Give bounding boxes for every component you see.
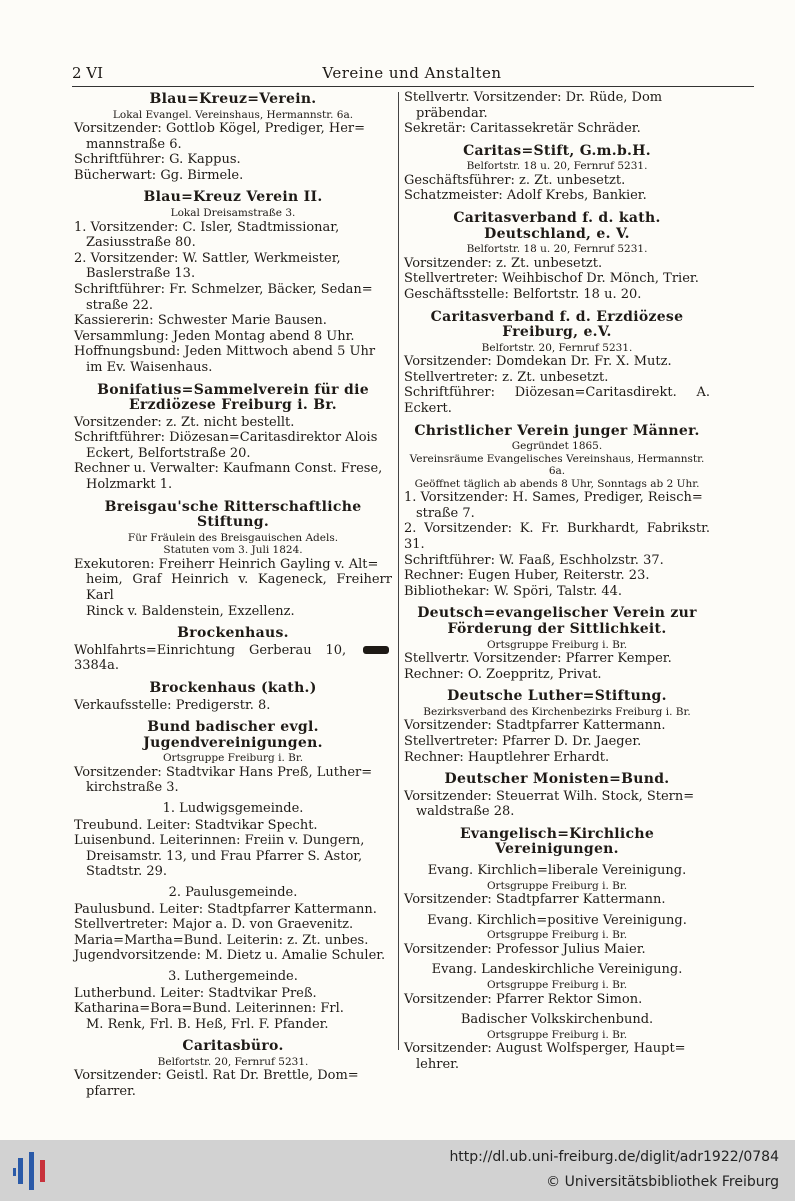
entry-line: Exekutoren: Freiherr Heinrich Gayling v. Alt= — [74, 556, 379, 572]
entry-line: Jugendvorsitzende: M. Dietz u. Amalie Schuler. — [74, 948, 386, 964]
entry-line: 1. Vorsitzender: H. Sames, Prediger, Reisch= — [404, 490, 703, 506]
entry-title: Bund badischer evgl. Jugendvereinigungen. — [143, 719, 323, 751]
entry-line: im Ev. Waisenhaus. — [86, 359, 213, 375]
entry-line: lehrer. — [416, 1056, 460, 1072]
entry-caritasbuero — [74, 1039, 392, 1099]
entry-subtitle: Ortsgruppe Freiburg i. Br. — [486, 979, 628, 992]
entry-title: Blau=Kreuz=Verein. — [149, 91, 317, 107]
column-divider — [398, 92, 399, 1050]
entry-line: Vorsitzender: z. Zt. unbesetzt. — [404, 255, 603, 271]
page-number: 2 VI — [72, 64, 104, 82]
right-column — [404, 90, 710, 1079]
library-logo-icon — [12, 1150, 52, 1192]
entry-line — [74, 643, 392, 674]
entry-line: Baslerstraße 13. — [86, 266, 196, 282]
entry-subtitle: Ortsgruppe Freiburg i. Br. — [486, 879, 628, 892]
entry-line-text: Wohlfahrts=Einrichtung Gerberau 10, — [74, 642, 347, 658]
entry-line: straße 7. — [416, 505, 475, 521]
entry-subtitle: Gegründet 1865. — [511, 440, 603, 453]
entry-cvjm — [404, 424, 710, 600]
entry-title: Breisgau'sche Ritterschaftliche Stiftung. — [104, 498, 362, 531]
copyright-notice: © Universitätsbibliothek Freiburg — [546, 1174, 779, 1190]
entry-line: Rechner: Hauptlehrer Erhardt. — [404, 749, 610, 765]
section-heading: Badischer Volkskirchenbund. — [460, 1012, 654, 1028]
entry-line: Schriftführer: W. Faaß, Eschholzstr. 37. — [404, 552, 664, 568]
entry-line: M. Renk, Frl. B. Heß, Frl. F. Pfander. — [86, 1016, 329, 1032]
entry-line: Vorsitzender: Steuerrat Wilh. Stock, Stern= — [404, 788, 695, 804]
telephone-icon — [363, 646, 389, 654]
entry-line: Verkaufsstelle: Predigerstr. 8. — [74, 697, 271, 713]
entry-line: Stellvertreter: z. Zt. unbesetzt. — [404, 369, 609, 385]
entry-sittlichkeit — [404, 606, 710, 682]
entry-line: Vorsitzender: Domdekan Dr. Fr. X. Mutz. — [404, 354, 672, 370]
entry-line: Stellvertreter: Pfarrer D. Dr. Jaeger. — [404, 733, 642, 749]
entry-line: Paulusbund. Leiter: Stadtpfarrer Kattermann. — [74, 901, 377, 917]
entry-bonifatius-sammelverein — [74, 383, 392, 493]
entry-subtitle: Ortsgruppe Freiburg i. Br. — [486, 1028, 628, 1041]
entry-line: Rinck v. Baldenstein, Exzellenz. — [86, 603, 295, 619]
section-heading: Evang. Landeskirchliche Vereinigung. — [431, 962, 683, 978]
entry-caritasbuero-cont — [404, 90, 710, 137]
entry-line: Schriftführer: G. Kappus. — [74, 152, 241, 168]
entry-line: Vorsitzender: Pfarrer Rektor Simon. — [404, 991, 643, 1007]
entry-line: straße 22. — [86, 297, 154, 313]
entry-title: Deutscher Monisten=Bund. — [444, 771, 670, 788]
entry-line: Eckert, Belfortstraße 20. — [86, 445, 251, 461]
section-heading: Evang. Kirchlich=liberale Vereinigung. — [427, 863, 687, 879]
entry-line: mannstraße 6. — [86, 136, 182, 152]
entry-line: Vorsitzender: Gottlob Kögel, Prediger, Her= — [74, 121, 366, 137]
entry-breisgausche-stiftung — [74, 500, 392, 620]
entry-line: Bibliothekar: W. Spöri, Talstr. 44. — [404, 583, 623, 599]
entry-brockenhaus — [74, 626, 392, 674]
entry-line: Stellvertreter: Weihbischof Dr. Mönch, Trier. — [404, 271, 699, 287]
entry-bund-badischer-jugend — [74, 720, 392, 1032]
entry-subtitle: Vereinsräume Evangelisches Vereinshaus, Hermannstr. 6a. — [409, 452, 705, 478]
entry-line: heim, Graf Heinrich v. Kageneck, Freiherr Karl — [86, 572, 392, 604]
entry-title: Caritasbüro. — [182, 1038, 284, 1055]
entry-line: Treubund. Leiter: Stadtvikar Specht. — [74, 817, 318, 833]
entry-line: 1. Vorsitzender: C. Isler, Stadtmissionar, — [74, 219, 340, 235]
entry-line: Zasiusstraße 80. — [86, 235, 196, 251]
entry-brockenhaus-kath — [74, 681, 392, 713]
entry-line: Geschäftsführer: z. Zt. unbesetzt. — [404, 172, 626, 188]
entry-subtitle: Bezirksverband des Kirchenbezirks Freiburg i. Br. — [423, 705, 691, 718]
entry-monisten-bund — [404, 772, 710, 820]
entry-evangelisch-kirchliche — [404, 827, 710, 1073]
entry-line: Schriftführer: Diözesan=Caritasdirektor Alois — [74, 430, 378, 446]
entry-line: Rechner u. Verwalter: Kaufmann Const. Frese, — [74, 461, 383, 477]
entry-line: Versammlung: Jeden Montag abend 8 Uhr. — [74, 328, 355, 344]
entry-subtitle: Ortsgruppe Freiburg i. Br. — [486, 929, 628, 942]
running-header — [72, 64, 752, 86]
entry-line: 2. Vorsitzender: K. Fr. Burkhardt, Fabrikstr. 31. — [404, 521, 710, 552]
entry-line: waldstraße 28. — [416, 804, 515, 820]
section-heading: 2. Paulusgemeinde. — [168, 885, 298, 901]
entry-line: Vorsitzender: Stadtpfarrer Kattermann. — [404, 718, 666, 734]
header-rule — [72, 86, 754, 87]
entry-line: Kassiererin: Schwester Marie Bausen. — [74, 313, 327, 329]
entry-subtitle: Belfortstr. 20, Fernruf 5231. — [481, 341, 633, 354]
entry-title: Bonifatius=Sammelverein für die Erzdiözese Freiburg i. Br. — [97, 381, 369, 414]
entry-line: Bücherwart: Gg. Birmele. — [74, 167, 244, 183]
entry-line: pfarrer. — [86, 1084, 136, 1100]
entry-title: Brockenhaus. — [177, 625, 289, 642]
entry-blau-kreuz-verein-2 — [74, 190, 392, 375]
entry-line: Luisenbund. Leiterinnen: Freiin v. Dungern, — [74, 833, 365, 849]
entry-line: Lutherbund. Leiter: Stadtvikar Preß. — [74, 985, 317, 1001]
entry-subtitle: Ortsgruppe Freiburg i. Br. — [162, 752, 304, 765]
entry-line: 2. Vorsitzender: W. Sattler, Werkmeister, — [74, 250, 341, 266]
entry-line: Sekretär: Caritassekretär Schräder. — [404, 121, 641, 137]
document-url-link[interactable]: http://dl.ub.uni-freiburg.de/diglit/adr1922/0784 — [449, 1149, 779, 1165]
entry-subtitle: Statuten vom 3. Juli 1824. — [163, 544, 303, 557]
entry-title: Blau=Kreuz Verein II. — [143, 189, 323, 206]
entry-caritasverband-deutschland — [404, 211, 710, 302]
entry-subtitle: Belfortstr. 18 u. 20, Fernruf 5231. — [466, 243, 648, 256]
entry-line: Vorsitzender: Stadtvikar Hans Preß, Luther= — [74, 764, 373, 780]
entry-title: Deutsch=evangelischer Verein zur Förderung der Sittlichkeit. — [417, 605, 697, 637]
section-heading: 3. Luthergemeinde. — [168, 969, 298, 984]
entry-title: Christlicher Verein junger Männer. — [414, 422, 700, 439]
entry-line: Vorsitzender: Stadtpfarrer Kattermann. — [404, 892, 666, 908]
viewer-footer — [0, 1140, 795, 1201]
entry-caritasverband-freiburg — [404, 310, 710, 417]
entry-subtitle: Belfortstr. 20, Fernruf 5231. — [157, 1055, 309, 1068]
entry-line: Schriftführer: Fr. Schmelzer, Bäcker, Sedan= — [74, 281, 373, 297]
entry-subtitle: Belfortstr. 18 u. 20, Fernruf 5231. — [466, 160, 648, 173]
running-title: Vereine und Anstalten — [322, 64, 502, 82]
entry-title: Caritas=Stift, G.m.b.H. — [463, 142, 651, 159]
entry-line: Katharina=Bora=Bund. Leiterinnen: Frl. — [74, 1001, 344, 1017]
entry-title: Brockenhaus (kath.) — [149, 680, 317, 696]
entry-title: Deutsche Luther=Stiftung. — [447, 688, 667, 705]
entry-subtitle: Für Fräulein des Breisgauischen Adels. — [127, 531, 339, 544]
entry-line: Vorsitzender: August Wolfsperger, Haupt= — [404, 1041, 686, 1057]
entry-line: Rechner: O. Zoeppritz, Privat. — [404, 666, 602, 682]
entry-line: Stellvertreter: Major a. D. von Graevenitz. — [74, 917, 354, 933]
entry-line: kirchstraße 3. — [86, 780, 179, 796]
entry-luther-stiftung — [404, 689, 710, 765]
entry-subtitle: Lokal Dreisamstraße 3. — [170, 207, 296, 220]
entry-line: Hoffnungsbund: Jeden Mittwoch abend 5 Uhr — [74, 344, 376, 360]
section-heading: Evang. Kirchlich=positive Vereinigung. — [427, 912, 687, 928]
entry-subtitle: Lokal Evangel. Vereinshaus, Hermannstr. 6a. — [112, 108, 354, 121]
section-heading: 1. Ludwigsgemeinde. — [162, 801, 304, 817]
entry-line: Geschäftsstelle: Belfortstr. 18 u. 20. — [404, 286, 642, 302]
entry-line: Maria=Martha=Bund. Leiterin: z. Zt. unbes. — [74, 932, 369, 948]
entry-line: Stadtstr. 29. — [86, 864, 168, 880]
phone-number: 3384a. — [74, 658, 119, 674]
entry-line: Stellvertr. Vorsitzender: Dr. Rüde, Dom — [404, 90, 663, 105]
entry-title: Evangelisch=Kirchliche Vereinigungen. — [459, 825, 655, 858]
entry-caritas-stift — [404, 144, 710, 204]
entry-line: Vorsitzender: Geistl. Rat Dr. Brettle, Dom= — [74, 1068, 359, 1084]
entry-line: präbendar. — [416, 105, 488, 121]
entry-line: Dreisamstr. 13, und Frau Pfarrer S. Astor, — [86, 848, 363, 864]
entry-line: Schatzmeister: Adolf Krebs, Bankier. — [404, 188, 647, 204]
entry-line: Schriftführer: Diözesan=Caritasdirekt. A. Eckert. — [404, 385, 710, 416]
entry-line: Stellvertr. Vorsitzender: Pfarrer Kemper. — [404, 651, 672, 667]
entry-title: Caritasverband f. d. Erzdiözese Freiburg, e.V. — [430, 308, 684, 341]
entry-subtitle: Ortsgruppe Freiburg i. Br. — [486, 638, 628, 651]
entry-line: Vorsitzender: z. Zt. nicht bestellt. — [74, 414, 295, 430]
left-column — [74, 90, 392, 1107]
entry-line: Holzmarkt 1. — [86, 477, 173, 493]
entry-line: Vorsitzender: Professor Julius Maier. — [404, 941, 646, 957]
entry-title: Caritasverband f. d. kath. Deutschland, e. V. — [453, 210, 661, 242]
entry-line: Rechner: Eugen Huber, Reiterstr. 23. — [404, 568, 650, 584]
entry-subtitle: Geöffnet täglich ab abends 8 Uhr, Sonntags ab 2 Uhr. — [414, 477, 700, 490]
entry-blau-kreuz-verein — [74, 92, 392, 183]
